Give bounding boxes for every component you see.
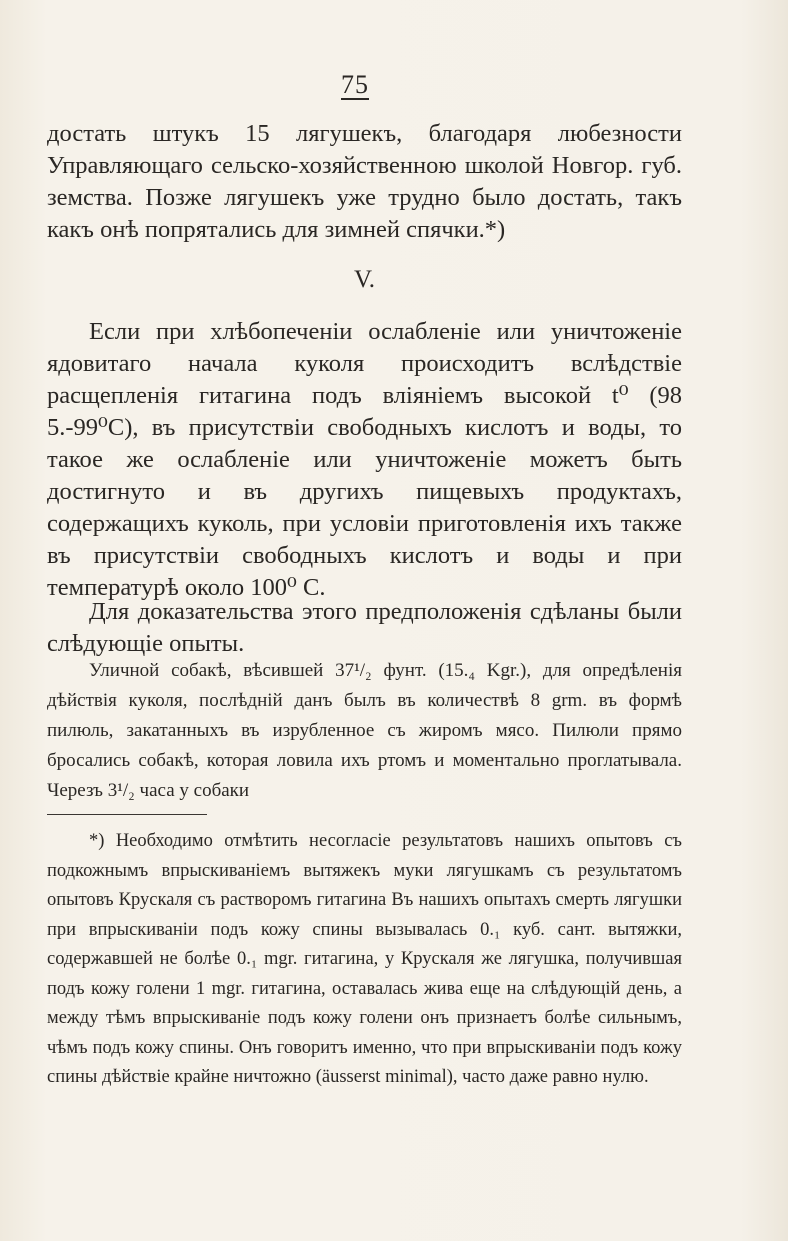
section-heading: V. [353, 266, 376, 293]
footnote: *) Необходимо отмѣтить несогласіе результатовъ нашихъ опытовъ съ подкожнымъ впрыскиваніемъ вытяжекъ муки лягушкамъ съ результатомъ опытовъ Крускаля съ растворомъ гитагина Въ нашихъ опытахъ смерть лягушки при впрыскиваніи подъ кожу спины вызывалась 0.₁ куб. сант. вытяжки, содержавшей не болѣе 0.₁ mgr. гитагина, у Крускаля же лягушка, получившая подъ кожу голени 1 mgr. гитагина, оставалась жива еще на слѣдующій день, а между тѣмъ впрыскиваніе подъ кожу голени онъ признаетъ болѣе сильнымъ, чѣмъ подъ кожу спины. Онъ говоритъ именно, что при впрыскиваніи подъ кожу спины дѣйствіе крайне ничтожно (äusserst minimal), часто даже равно нулю. [47, 831, 682, 1087]
paragraph-experiments-intro [47, 596, 682, 660]
paragraph-text: достать штукъ 15 лягушекъ, благодаря любезности Управляющаго сельско-хозяйственною школой Новгор. губ. земства. Позже лягушекъ уже трудно было достать, такъ какъ онѣ попрятались для зимней спячки.*) [47, 120, 682, 243]
page-number: 75 [341, 70, 369, 99]
paragraph-text: Если при хлѣбопеченіи ослабленіе или уничтоженіе ядовитаго начала куколя происходитъ вслѣдствіе расщепленія гитагина подъ вліяніемъ высокой t⁰ (98 5.-99⁰С), въ присутствіи свободныхъ кислотъ и воды, то такое же ослабленіе или уничтоженіе можетъ быть достигнуто и въ другихъ пищевыхъ продуктахъ, содержащихъ куколь, при условіи приготовленія ихъ также въ присутствіи свободныхъ кислотъ и воды и при температурѣ около 100⁰ С. [47, 318, 682, 601]
paragraph-hypothesis [47, 316, 682, 604]
paragraph-continuation [47, 118, 682, 246]
paragraph-dog-experiment: Уличной собакѣ, вѣсившей 37¹/₂ фунт. (15.₄ Kgr.), для опредѣленія дѣйствія куколя, послѣдній данъ былъ въ количествѣ 8 grm. въ формѣ пилюль, закатанныхъ въ изрубленное съ жиромъ мясо. Пилюли прямо бросались собакѣ, которая ловила ихъ ртомъ и моментально проглатывала. Черезъ 3¹/₂ часа у собаки [47, 660, 682, 801]
paragraph-text: Для доказательства этого предположенія сдѣланы были слѣдующіе опыты. [47, 598, 682, 657]
footnote-divider [47, 814, 207, 815]
